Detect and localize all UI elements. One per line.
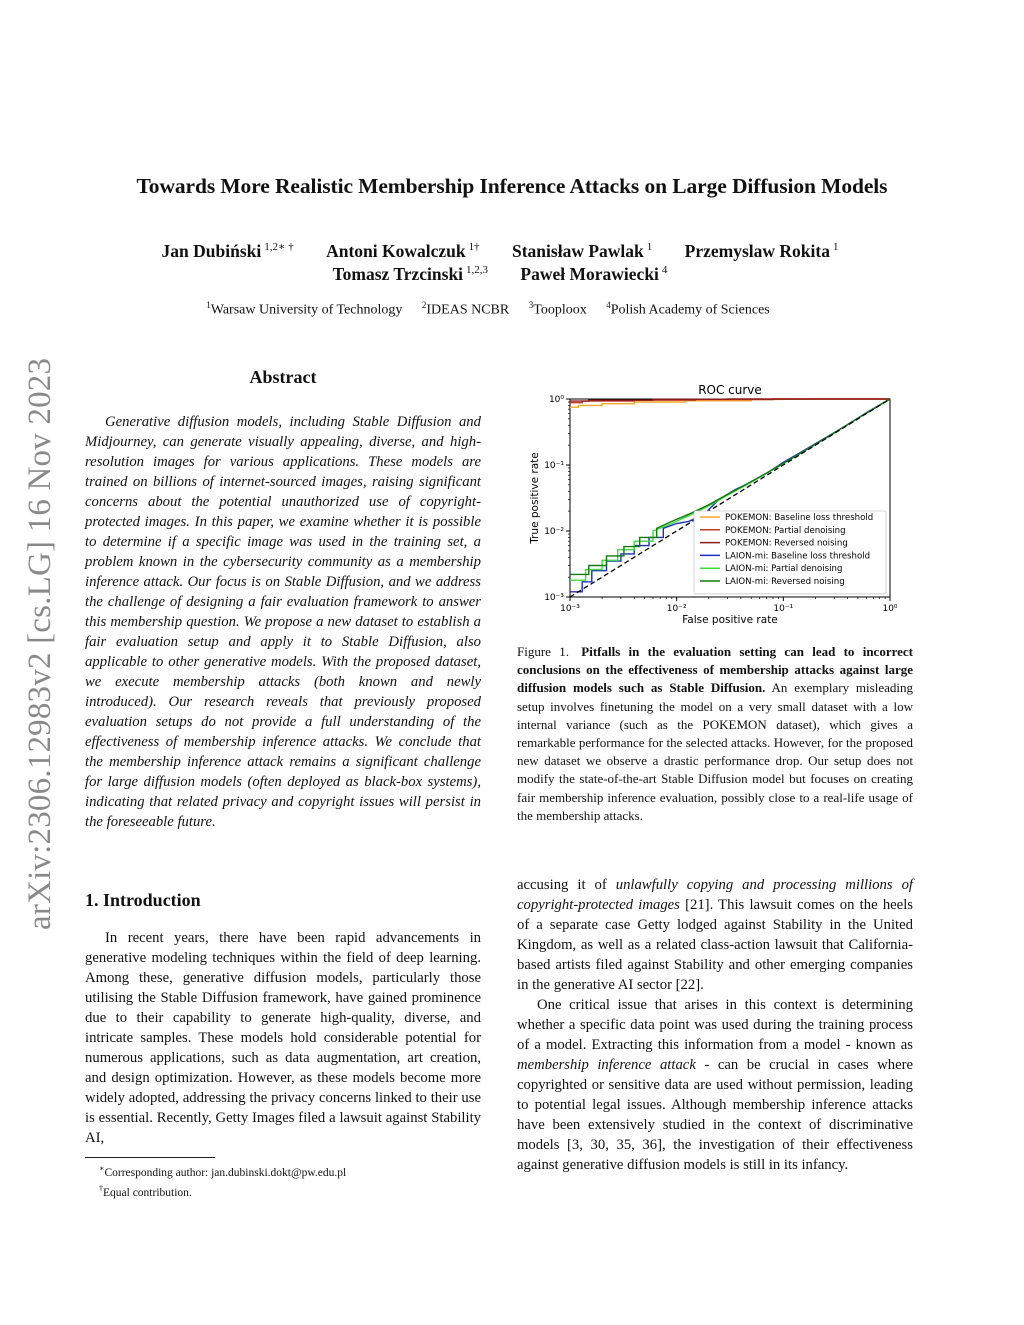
paper-title: Towards More Realistic Membership Inference Attacks on Large Diffusion Models [136, 174, 888, 198]
legend-label: LAION-mi: Partial denoising [725, 564, 843, 575]
author: Jan Dubiński $^{1,2∗ \dagger}$ [161, 240, 294, 261]
author: Antoni Kowalczuk $^{1\dagger}$ [326, 240, 480, 261]
paragraph: One critical issue that arises in this context is determining whether a specific data point was used during the training process of a model. Extracting this information from a model - known as membership inference attack - can be crucial in cases where copyrighted or sensitive data are used without permission, leading to potential legal issues. Although membership inference attacks have been extensively studied in the context of discriminative models [3, 30, 35, 36], the investigation of their effectiveness against generative diffusion models is still in its infancy. [517, 997, 913, 1173]
affiliation: $^4$Polish Academy of Sciences [606, 300, 770, 318]
chart-title: ROC curve [698, 383, 762, 397]
affiliation: $^2$IDEAS NCBR [421, 300, 510, 318]
x-axis-label: False positive rate [682, 614, 778, 626]
x-tick-label: 10⁻² [666, 604, 687, 614]
legend-label: POKEMON: Partial denoising [725, 525, 846, 536]
introduction-body: In recent years, there have been rapid advancements in generative modeling techniques within the field of deep learning. Among these, generative diffusion models, particularly those utilising the Stable Diffusion framework, have gained prominence due to their capability to generate high-quality, diverse, and intricate samples. These models hold considerable potential for numerous applications, such as data augmentation, art creation, and design optimization. However, as these models become more widely adopted, addressing the privacy concerns linked to their use is essential. Recently, Getty Images filed a lawsuit against Stability AI, [85, 930, 481, 1146]
footnote-corresponding: ∗Corresponding author: jan.dubinski.dokt@pw.edu.pl [99, 1164, 347, 1179]
legend-label: POKEMON: Baseline loss threshold [725, 513, 874, 523]
abstract-body: Generative diffusion models, including Stable Diffusion and Midjourney, can generate visually appealing, diverse, and high-resolution images for various applications. These models are trained on billions of internet-sourced images, raising significant concerns about the potential unauthorized use of copyright-protected images. In this paper, we examine whether it is possible to determine if a specific image was used in the training set, a problem known in the cybersecurity community as a membership inference attack. Our focus is on Stable Diffusion, and we address the challenge of designing a fair evaluation framework to answer this membership question. We propose a new dataset to establish a fair evaluation setup and apply it to Stable Diffusion, also applicable to other generative models. With the proposed dataset, we execute membership attacks (both known and newly introduced). Our research reveals that previously proposed evaluation setups do not provide a full understanding of the effectiveness of membership inference attacks. We conclude that the membership inference attack remains a significant challenge for large diffusion models (often deployed as black-box systems), indicating that related privacy and copyright issues will persist in the foreseeable future. [85, 414, 481, 830]
footnotes [85, 1161, 481, 1201]
authors-row-1 [0, 240, 1000, 262]
footnote-rule [85, 1157, 215, 1158]
x-tick-label: 10⁻¹ [773, 604, 794, 614]
y-tick-label: 10⁰ [548, 395, 564, 405]
author: Tomasz Trzcinski $^{1,2,3}$ [332, 264, 489, 284]
author: Przemyslaw Rokita $^1$ [684, 240, 839, 261]
authors-row-2 [0, 264, 1000, 285]
author: Stanisław Pawlak $^1$ [512, 240, 653, 261]
author: Paweł Morawiecki $^4$ [520, 264, 668, 284]
introduction-heading: 1. Introduction [85, 890, 201, 910]
roc-chart [520, 380, 900, 628]
y-tick-label: 10⁻¹ [544, 461, 564, 471]
y-tick-label: 10⁻³ [544, 593, 564, 603]
affiliation: $^1$Warsaw University of Technology [206, 300, 403, 318]
footnote-equal: †Equal contribution. [99, 1183, 192, 1199]
right-column-body [517, 875, 913, 1175]
figure-caption: Figure 1. Pitfalls in the evaluation setting can lead to incorrect conclusions on the effectiveness of membership attacks against large diffusion models such as Stable Diffusion. An exemplary misleading setup involves finetuning the model on a very small dataset with a low internal variance (such as the POKEMON dataset), which gives a remarkable performance for the selected attacks. However, for the proposed new dataset we observe a drastic performance drop. Our setup does not modify the state-of-the-art Stable Diffusion model but focuses on creating fair membership inference evaluation, possibly close to a real-life usage of the membership attacks. [517, 644, 913, 823]
legend-label: LAION-mi: Baseline loss threshold [725, 551, 871, 562]
y-axis-label: True positive rate [529, 452, 541, 544]
x-tick-label: 10⁰ [882, 604, 898, 614]
y-tick-label: 10⁻² [544, 527, 564, 537]
x-tick-label: 10⁻³ [560, 604, 580, 614]
abstract-heading: Abstract [249, 367, 317, 387]
legend-label: LAION-mi: Reversed noising [725, 577, 845, 587]
paragraph: accusing it of unlawfully copying and processing millions of copyright-protected images [21]. This lawsuit comes on the heels of a separate case Getty lodged against Stability in the United Kingdom, as well as a related class-action lawsuit that California-based artists filed against Stability and other emerging companies in the generative AI sector [22]. [517, 877, 913, 993]
legend-label: POKEMON: Reversed noising [725, 538, 848, 549]
affiliations [0, 300, 976, 319]
affiliation: $^3$Tooploox [528, 300, 587, 318]
arxiv-watermark: arXiv:2306.12983v2 [cs.LG] 16 Nov 2023 [22, 357, 58, 930]
